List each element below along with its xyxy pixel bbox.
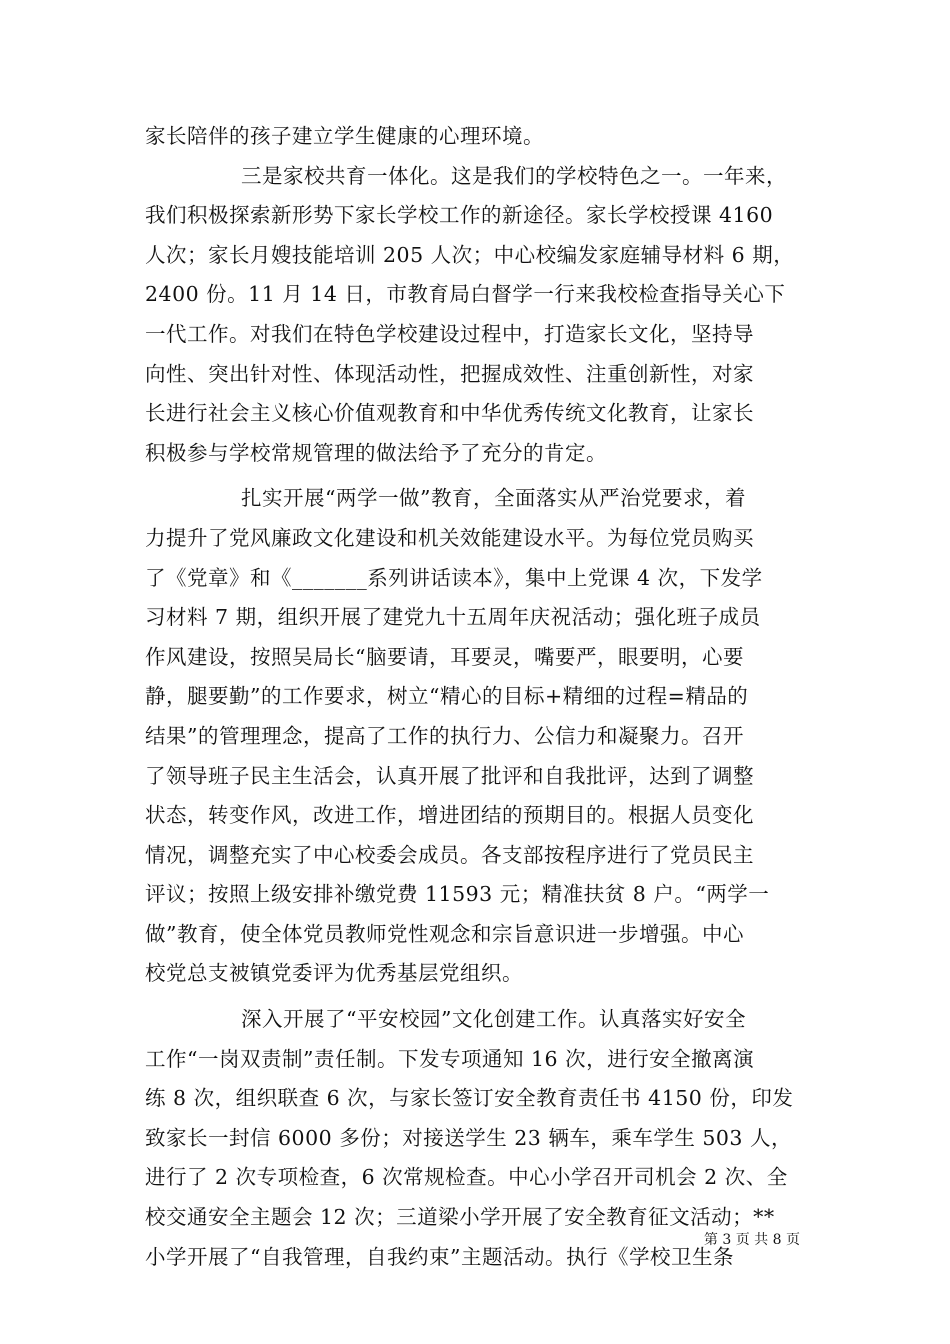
paragraph-4-line-2: 工作“一岗双责制”责任制。下发专项通知 16 次，进行安全撤离演: [145, 1046, 755, 1071]
paragraph-3-line-11: 评议；按照上级安排补缴党费 11593 元；精准扶贫 8 户。“两学一: [145, 882, 770, 907]
paragraph-2-line-2: 我们积极探索新形势下家长学校工作的新途径。家长学校授课 4160: [145, 203, 774, 228]
paragraph-3-line-8: 了领导班子民主生活会，认真开展了批评和自我批评，达到了调整: [145, 763, 754, 788]
paragraph-3-line-10: 情况，调整充实了中心校委会成员。各支部按程序进行了党员民主: [145, 842, 754, 867]
paragraph-3-line-4: 习材料 7 期，组织开展了建党九十五周年庆祝活动；强化班子成员: [145, 605, 761, 630]
paragraph-4-line-4: 致家长一封信 6000 多份；对接送学生 23 辆车，乘车学生 503 人，: [145, 1125, 792, 1150]
paragraph-2-line-8: 积极参与学校常规管理的做法给予了充分的肯定。: [145, 440, 607, 465]
paragraph-3-line-13: 校党总支被镇党委评为优秀基层党组织。: [145, 961, 523, 986]
paragraph-2-line-1: 三是家校共育一体化。这是我们的学校特色之一。一年来，: [241, 163, 787, 188]
paragraph-4-line-5: 进行了 2 次专项检查，6 次常规检查。中心小学召开司机会 2 次、全: [145, 1165, 788, 1190]
paragraph-3-line-2: 力提升了党风廉政文化建设和机关效能建设水平。为每位党员购买: [145, 525, 754, 550]
paragraph-4-line-6: 校交通安全主题会 12 次；三道梁小学开展了安全教育征文活动；**: [145, 1205, 775, 1230]
paragraph-4-line-1: 深入开展了“平安校园”文化创建工作。认真落实好安全: [241, 1007, 746, 1032]
paragraph-2-line-6: 向性、突出针对性、体现活动性，把握成效性、注重创新性，对家: [145, 361, 754, 386]
paragraph-2-line-3: 人次；家长月嫂技能培训 205 人次；中心校编发家庭辅导材料 6 期，: [145, 242, 795, 267]
paragraph-3-line-12: 做”教育，使全体党员教师党性观念和宗旨意识进一步增强。中心: [145, 921, 744, 946]
document-body: [145, 117, 810, 1277]
paragraph-3-line-9: 状态，转变作风，改进工作，增进团结的预期目的。根据人员变化: [145, 803, 754, 828]
paragraph-2-line-4: 2400 份。11 月 14 日，市教育局白督学一行来我校检查指导关心下: [145, 282, 786, 307]
paragraph-3-line-5: 作风建设，按照吴局长“脑要请，耳要灵，嘴要严，眼要明，心要: [145, 644, 744, 669]
paragraph-3-line-7: 结果”的管理理念，提高了工作的执行力、公信力和凝聚力。召开: [145, 723, 744, 748]
paragraph-2-line-5: 一代工作。对我们在特色学校建设过程中，打造家长文化，坚持导: [145, 321, 754, 346]
paragraph-1-line-1: 家长陪伴的孩子建立学生健康的心理环境。: [145, 124, 544, 148]
paragraph-3-line-1: 扎实开展“两学一做”教育，全面落实从严治党要求，着: [241, 486, 746, 511]
page-number: 第 3 页 共 8 页: [703, 1232, 800, 1248]
paragraph-4-line-3: 练 8 次，组织联查 6 次，与家长签订安全教育责任书 4150 份，印发: [145, 1086, 794, 1111]
paragraph-4-line-7: 小学开展了“自我管理，自我约束”主题活动。执行《学校卫生条: [145, 1244, 734, 1269]
paragraph-3-line-3: 了《党章》和《_______系列讲话读本》，集中上党课 4 次，下发学: [145, 565, 763, 590]
paragraph-2-line-7: 长进行社会主义核心价值观教育和中华优秀传统文化教育，让家长: [145, 401, 754, 426]
paragraph-3-line-6: 静，腿要勤”的工作要求，树立“精心的目标+精细的过程=精品的: [145, 684, 749, 709]
